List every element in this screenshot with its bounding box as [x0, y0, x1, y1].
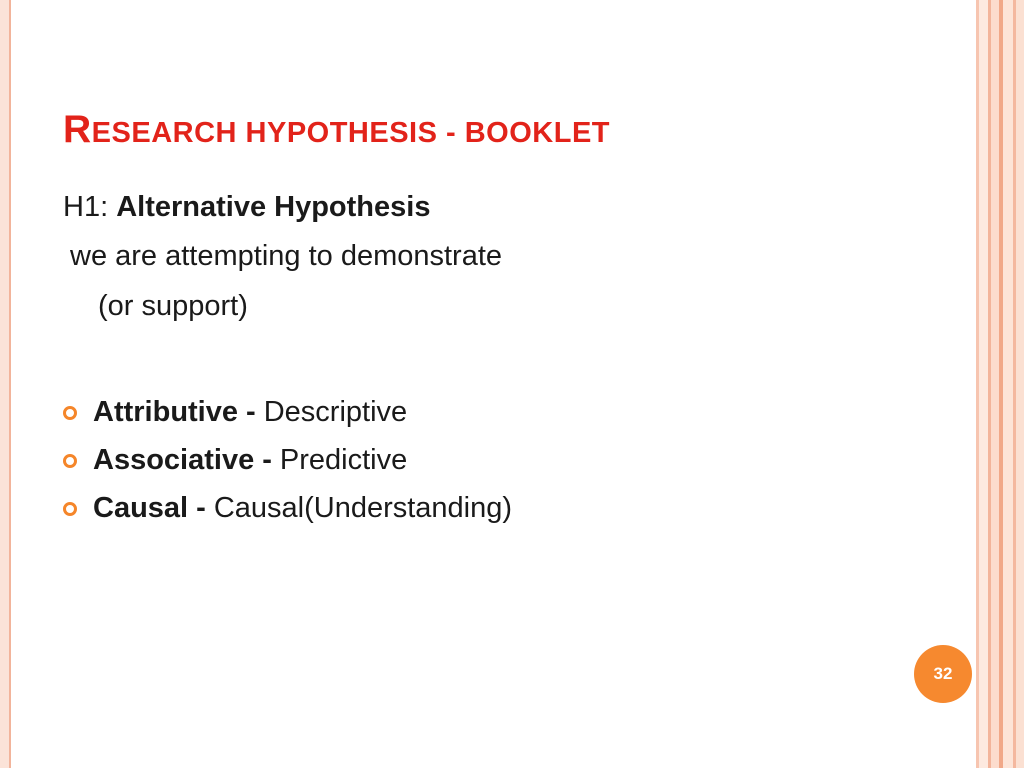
description-line-2: (or support)	[98, 290, 248, 322]
circle-bullet-icon	[63, 502, 77, 516]
bullet-description: Predictive	[279, 443, 408, 476]
h1-line	[63, 191, 430, 224]
circle-bullet-icon	[63, 454, 77, 468]
bullet-term: Causal -	[93, 491, 206, 524]
title-rest: ESEARCH HYPOTHESIS - BOOKLET	[91, 117, 610, 149]
bullet-description: Causal(Understanding)	[213, 491, 513, 524]
bullet-list	[63, 388, 512, 532]
list-item	[63, 484, 512, 532]
circle-bullet-icon	[63, 406, 77, 420]
list-item	[63, 388, 512, 436]
slide-title	[63, 108, 610, 152]
bullet-term: Associative -	[93, 443, 272, 476]
bullet-description: Descriptive	[263, 395, 408, 428]
left-border-decoration	[0, 0, 11, 768]
title-first-letter: R	[63, 108, 92, 151]
page-number: 32	[933, 664, 953, 683]
list-item	[63, 436, 512, 484]
h1-bold-label: Alternative Hypothesis	[116, 191, 431, 223]
h1-prefix: H1:	[63, 191, 117, 223]
page-number-badge	[914, 645, 972, 703]
description-line-1: we are attempting to demonstrate	[70, 240, 503, 272]
right-border-decoration	[976, 0, 1024, 768]
bullet-term: Attributive -	[93, 395, 256, 428]
